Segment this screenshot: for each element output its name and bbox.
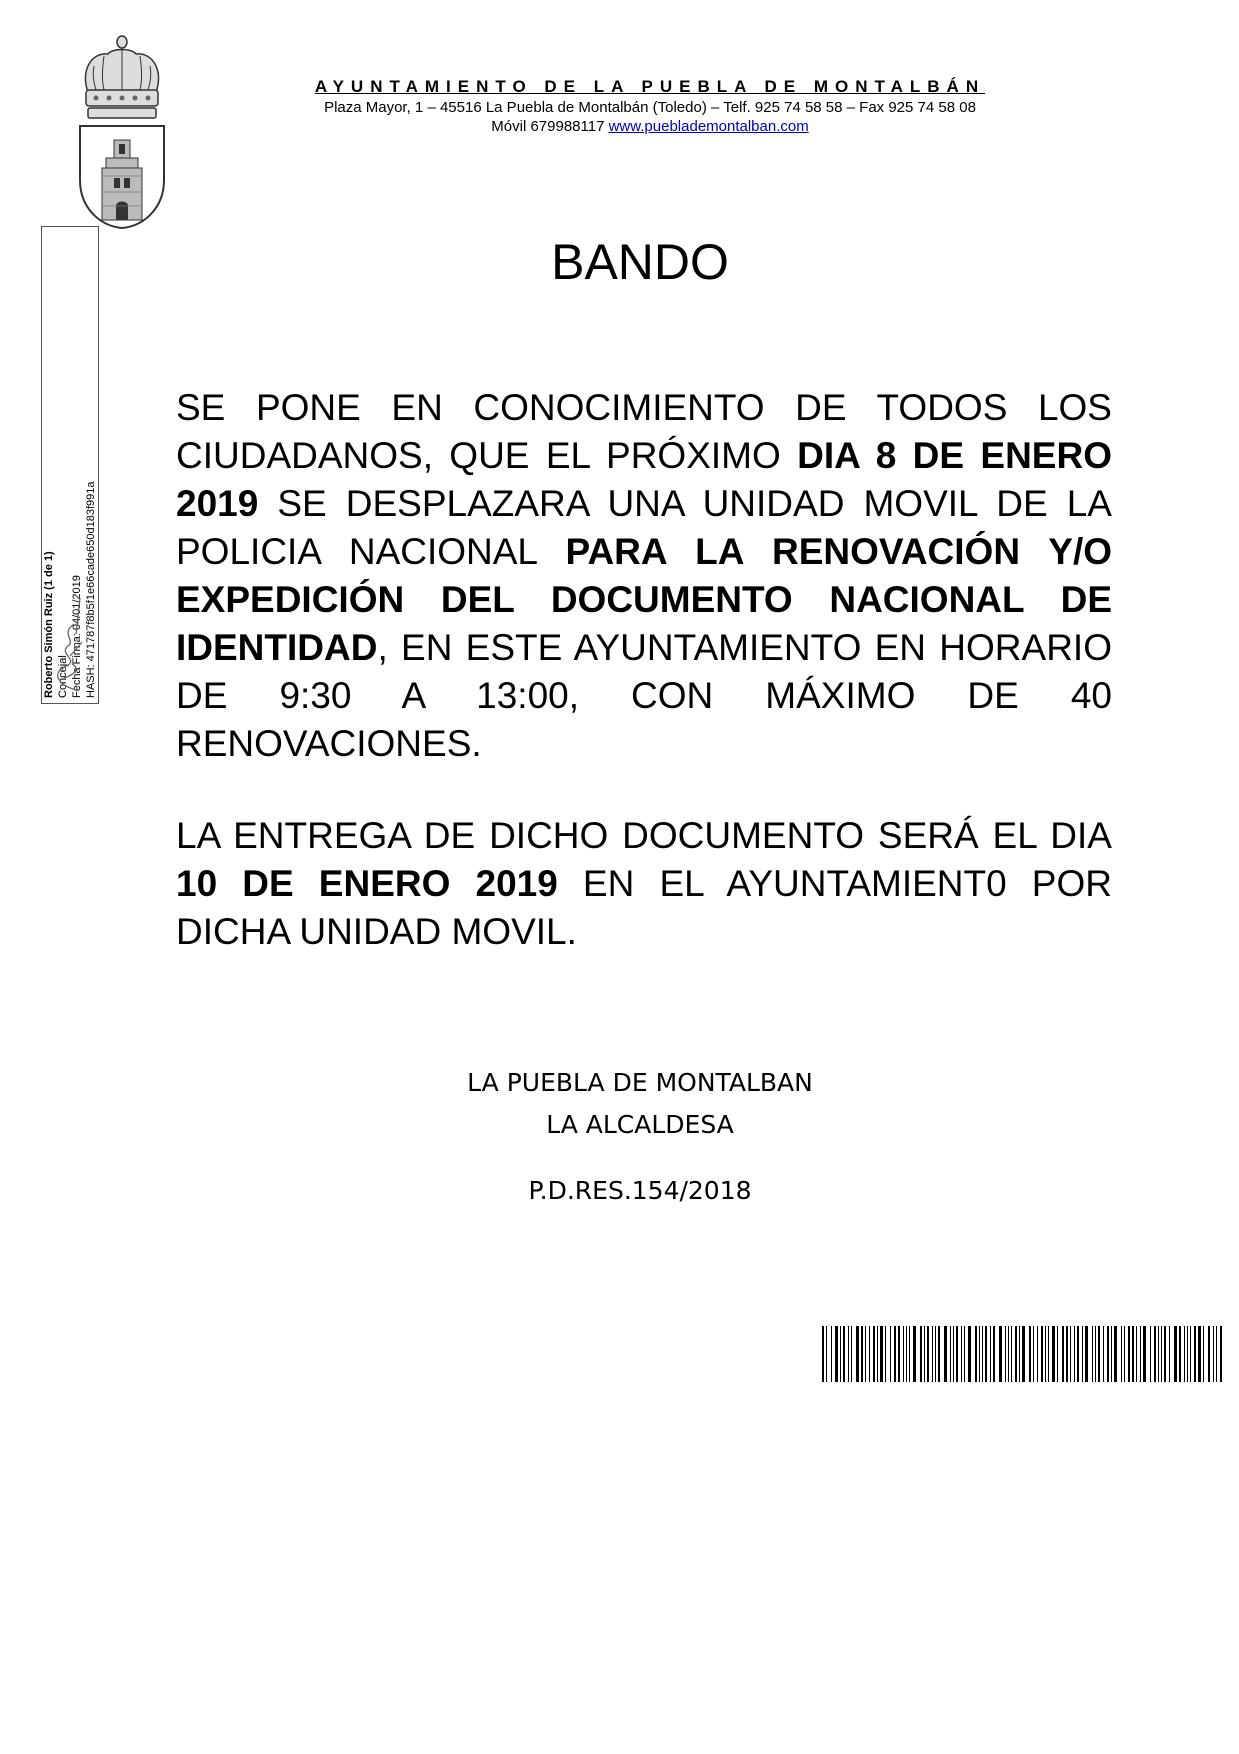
letterhead: [250, 76, 1050, 136]
organization-name: AYUNTAMIENTO DE LA PUEBLA DE MONTALBÁN: [314, 77, 986, 96]
highlight-date: DIA 8 DE ENERO 2019: [176, 435, 1112, 524]
paragraph-text: SE PONE EN CONOCIMIENTO DE TODOS LOS CIUDADANOS, QUE EL PRÓXIMO: [176, 387, 1112, 476]
mobile-number: Móvil 679988117: [491, 118, 605, 135]
contact-line: [250, 117, 1050, 136]
paragraph-text: LA ENTREGA DE DICHO DOCUMENTO SERÁ EL DIA: [176, 815, 1112, 856]
resolution-reference: P.D.RES.154/2018: [528, 1176, 752, 1205]
highlight-purpose: PARA LA RENOVACIÓN Y/O EXPEDICIÓN DEL DOCUMENTO NACIONAL DE IDENTIDAD: [176, 531, 1112, 668]
handwritten-signature-icon: [46, 594, 86, 694]
closing-place: LA PUEBLA DE MONTALBAN: [467, 1068, 813, 1097]
coat-of-arms-icon: [74, 30, 170, 230]
barcode-icon: [822, 1326, 1224, 1382]
paragraph-text: , EN ESTE AYUNTAMIENTO EN HORARIO DE 9:30 A 13:00, CON MÁXIMO DE 40 RENOVACIONES.: [176, 627, 1112, 764]
paragraph-text: EN EL AYUNTAMIENT0 POR DICHA UNIDAD MOVIL.: [176, 863, 1112, 952]
document-title: BANDO: [551, 234, 729, 290]
website-link[interactable]: www.pueblademontalban.com: [608, 118, 809, 135]
address-line: Plaza Mayor, 1 – 45516 La Puebla de Montalbán (Toledo) – Telf. 925 74 58 58 – Fax 925 74 58 08: [324, 99, 976, 116]
highlight-date: 10 DE ENERO 2019: [176, 863, 558, 904]
signer-name: Roberto Simón Ruiz (1 de 1): [43, 551, 55, 698]
closing-block: [160, 1062, 1120, 1212]
signer-role: Concejal: [57, 655, 69, 698]
announcement-paragraph-1: [176, 384, 1112, 768]
signature-date: Fecha Firma: 04/01/2019: [71, 575, 83, 698]
signature-hash: HASH: 471787f8b5f1e66cade650d183f991a: [85, 481, 97, 698]
closing-role: LA ALCALDESA: [546, 1110, 734, 1139]
paragraph-text: SE DESPLAZARA UNA UNIDAD MOVIL DE LA POLICIA NACIONAL: [176, 483, 1112, 572]
announcement-paragraph-2: [176, 812, 1112, 956]
